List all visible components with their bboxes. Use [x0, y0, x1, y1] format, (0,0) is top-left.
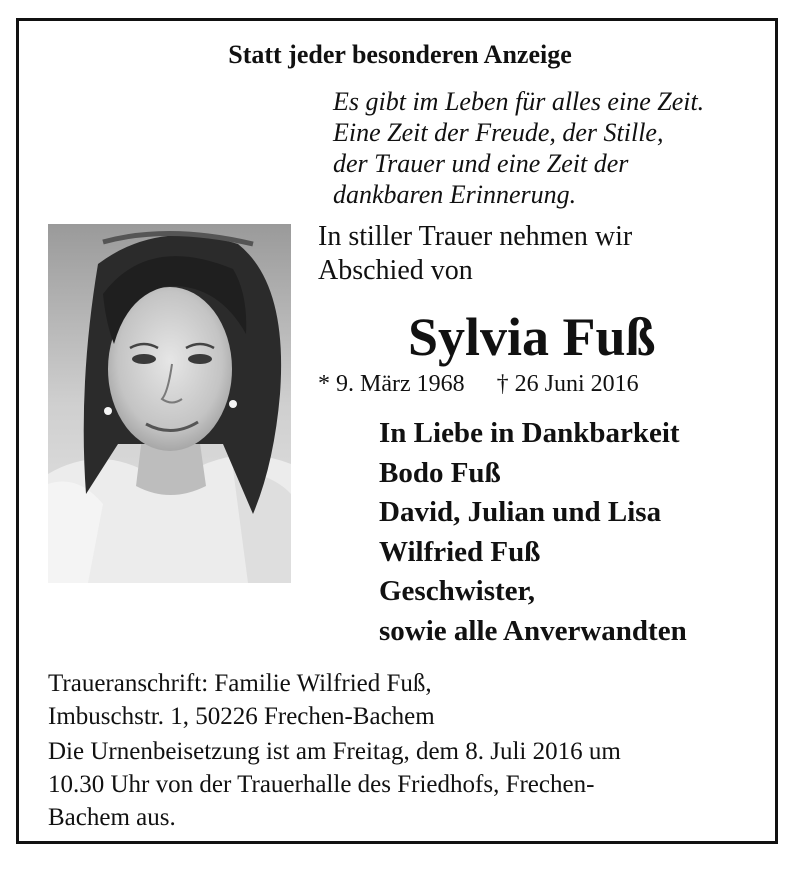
notice-heading: Statt jeder besonderen Anzeige [228, 40, 572, 69]
funeral-line: 10.30 Uhr von der Trauerhalle des Friedhofs, Frechen- [48, 771, 595, 798]
deceased-name: Sylvia Fuß [408, 307, 656, 367]
mourner-line: sowie alle Anverwandten [379, 614, 687, 647]
quote-line: dankbaren Erinnerung. [333, 180, 577, 209]
mourning-address [48, 667, 435, 733]
mourners-list [379, 414, 687, 651]
mourner-line: In Liebe in Dankbarkeit [379, 417, 680, 449]
intro-line: Abschied von [318, 255, 473, 286]
death-date: † 26 Juni 2016 [496, 371, 639, 397]
quote-line: Eine Zeit der Freude, der Stille, [333, 118, 664, 147]
mourner-line: Geschwister, [379, 575, 535, 607]
life-dates [318, 369, 639, 399]
funeral-details [48, 735, 621, 834]
memorial-quote [333, 86, 704, 210]
address-line: Imbuschstr. 1, 50226 Frechen-Bachem [48, 703, 435, 730]
portrait-photo [48, 224, 291, 583]
address-line: Traueranschrift: Familie Wilfried Fuß, [48, 670, 432, 697]
funeral-line: Die Urnenbeisetzung ist am Freitag, dem 8. Juli 2016 um [48, 738, 621, 765]
farewell-intro [318, 220, 632, 288]
mourner-line: David, Julian und Lisa [379, 496, 662, 528]
funeral-line: Bachem aus. [48, 804, 176, 831]
birth-date: * 9. März 1968 [318, 371, 465, 397]
quote-line: Es gibt im Leben für alles eine Zeit. [333, 87, 705, 116]
mourner-line: Wilfried Fuß [379, 535, 541, 568]
mourner-line: Bodo Fuß [379, 456, 501, 489]
quote-line: der Trauer und eine Zeit der [333, 149, 629, 178]
intro-line: In stiller Trauer nehmen wir [318, 221, 633, 252]
portrait-image [48, 224, 291, 583]
